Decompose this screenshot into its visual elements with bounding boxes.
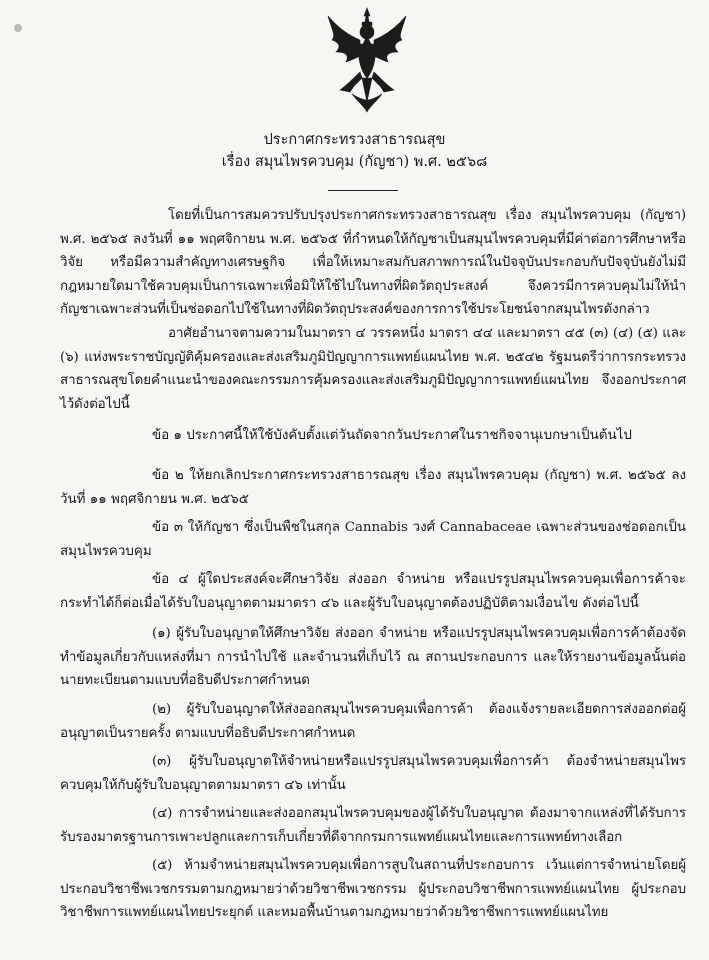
clause-3: ข้อ ๓ ให้กัญชา ซึ่งเป็นพืชในสกุล Cannabis วงศ์ Cannabaceae เฉพาะส่วนของช่อดอกเป็นสมุนไพรควบคุม <box>60 520 686 559</box>
condition-5: (๕) ห้ามจำหน่ายสมุนไพรควบคุมเพื่อการสูบในสถานที่ประกอบการ เว้นแต่การจำหน่ายโดยผู้ประกอบวิชาชีพเวชกรรมตามกฎหมายว่าด้วยวิชาชีพเวชกรรม ผู้ประกอบวิชาชีพการแพทย์แผนไทย ผู้ประกอบวิชาชีพการแพทย์แผนไทยประยุกต์ และหมอพื้นบ้านตามกฎหมายว่าด้วยวิชาชีพการแพทย์แผนไทย <box>60 858 686 920</box>
title-divider <box>328 190 398 191</box>
preamble-paragraph-2: อาศัยอำนาจตามความในมาตรา ๔ วรรคหนึ่ง มาตรา ๔๔ และมาตรา ๔๕ (๓) (๔) (๕) และ (๖) แห่งพระราชบัญญัติคุ้มครองและส่งเสริมภูมิปัญญาการแพทย์แผนไทย พ.ศ. ๒๕๔๒ รัฐมนตรีว่าการกระทรวงสาธารณสุขโดยคำแนะนำของคณะกรรมการคุ้มครองและส่งเสริมภูมิปัญญาการแพทย์แผนไทย จึงออกประกาศไว้ดังต่อไปนี้ <box>60 326 686 412</box>
clause-4: ข้อ ๔ ผู้ใดประสงค์จะศึกษาวิจัย ส่งออก จำหน่าย หรือแปรรูปสมุนไพรควบคุมเพื่อการค้าจะกระทำได้ก็ต่อเมื่อได้รับใบอนุญาตตามมาตรา ๔๖ และผู้รับใบอนุญาตต้องปฏิบัติตามเงื่อนไข ดังต่อไปนี้ <box>60 572 686 611</box>
condition-1: (๑) ผู้รับใบอนุญาตให้ศึกษาวิจัย ส่งออก จำหน่าย หรือแปรรูปสมุนไพรควบคุมเพื่อการค้าต้องจัดทำข้อมูลเกี่ยวกับแหล่งที่มา การนำไปใช้ และจำนวนที่เก็บไว้ ณ สถานประกอบการ และให้รายงานข้อมูลนั้นต่อนายทะเบียนตามแบบที่อธิบดีประกาศกำหนด <box>60 626 686 688</box>
condition-3: (๓) ผู้รับใบอนุญาตให้จำหน่ายหรือแปรรูปสมุนไพรควบคุมเพื่อการค้า ต้องจำหน่ายสมุนไพรควบคุมให้กับผู้รับใบอนุญาตตามมาตรา ๔๖ เท่านั้น <box>60 754 686 793</box>
clause-2: ข้อ ๒ ให้ยกเลิกประกาศกระทรวงสาธารณสุข เรื่อง สมุนไพรควบคุม (กัญชา) พ.ศ. ๒๕๖๕ ลงวันที่ ๑๑ พฤศจิกายน พ.ศ. ๒๕๖๕ <box>60 468 686 507</box>
clause-1: ข้อ ๑ ประกาศนี้ให้ใช้บังคับตั้งแต่วันถัดจากวันประกาศในราชกิจจานุเบกษาเป็นต้นไป <box>152 428 632 443</box>
document-title: ประกาศกระทรวงสาธารณสุข <box>263 132 446 148</box>
punch-hole-mark <box>14 24 22 32</box>
condition-2: (๒) ผู้รับใบอนุญาตให้ส่งออกสมุนไพรควบคุมเพื่อการค้า ต้องแจ้งรายละเอียดการส่งออกต่อผู้อนุญาตเป็นรายครั้ง ตามแบบที่อธิบดีประกาศกำหนด <box>60 702 686 741</box>
garuda-emblem-icon <box>322 6 412 116</box>
document-subject: เรื่อง สมุนไพรควบคุม (กัญชา) พ.ศ. ๒๕๖๘ <box>221 154 488 170</box>
preamble-paragraph-1: โดยที่เป็นการสมควรปรับปรุงประกาศกระทรวงสาธารณสุข เรื่อง สมุนไพรควบคุม (กัญชา) พ.ศ. ๒๕๖๕ ลงวันที่ ๑๑ พฤศจิกายน พ.ศ. ๒๕๖๕ ที่กำหนดให้กัญชาเป็นสมุนไพรควบคุมที่มีค่าต่อการศึกษาหรือวิจัย หรือมีความสำคัญทางเศรษฐกิจ เพื่อให้เหมาะสมกับสภาพการณ์ในปัจจุบันประกอบกับปัจจุบันยังไม่มีกฎหมายใดมาใช้ควบคุมเป็นการเฉพาะเพื่อมิให้ใช้ไปในทางที่ผิดวัตถุประสงค์ จึงควรมีการควบคุมไม่ให้นำกัญชาเฉพาะส่วนที่เป็นช่อดอกไปใช้ในทางที่ผิดวัตถุประสงค์ของการการใช้ประโยชน์จากสมุนไพรดังกล่าว <box>60 208 686 317</box>
condition-4: (๔) การจำหน่ายและส่งออกสมุนไพรควบคุมของผู้ได้รับใบอนุญาต ต้องมาจากแหล่งที่ได้รับการรับรองมาตรฐานการเพาะปลูกและการเก็บเกี่ยวที่ดีจากกรมการแพทย์แผนไทยและการแพทย์ทางเลือก <box>60 806 686 845</box>
